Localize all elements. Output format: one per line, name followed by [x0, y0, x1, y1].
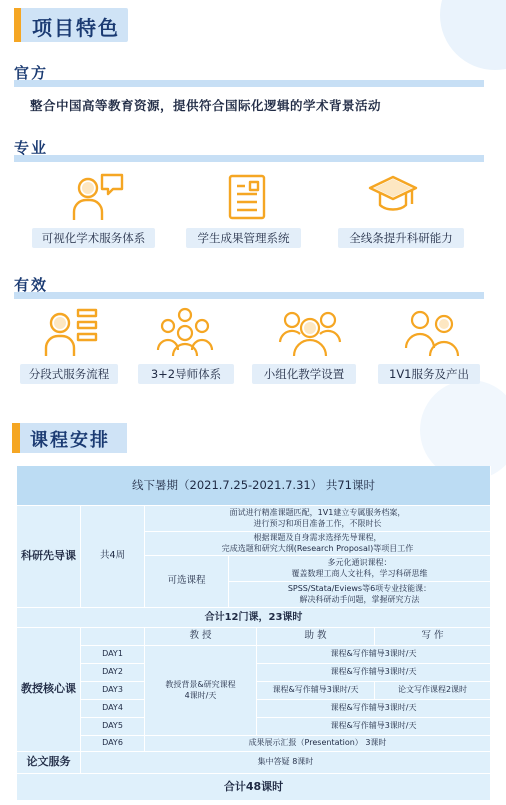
col-header-professor: 教 授: [145, 628, 257, 646]
day-label: DAY3: [81, 682, 145, 700]
section-effective: [14, 272, 484, 298]
section-professional: [14, 135, 484, 161]
thesis-content: 集中答疑 8课时: [81, 752, 491, 774]
decor-circle: [420, 380, 506, 480]
section-underline: [14, 155, 484, 162]
subtotal-row: 合计12门课，23课时: [17, 608, 491, 628]
table-title: 线下暑期（2021.7.25-2021.7.31） 共71课时: [17, 466, 491, 506]
guide-row-1: 面试进行精准课题匹配，1V1建立专属服务档案， 进行预习和项目准备工作，不限时长: [145, 506, 491, 532]
day-label: DAY4: [81, 700, 145, 718]
course-heading: 课程安排: [30, 430, 110, 451]
section-underline: [14, 292, 484, 299]
row-label-core: 教授核心课: [17, 628, 81, 752]
feature-achievement-system: 学生成果管理系统: [186, 228, 301, 248]
feature-mentor-system: 3+2导师体系: [138, 364, 234, 384]
section-official: [14, 60, 484, 86]
row-label-thesis: 论文服务: [17, 752, 81, 774]
guide-row-3: 多元化通识课程： 覆盖数理工商人文社科，学习科研思维: [229, 556, 491, 582]
day-label: DAY6: [81, 736, 145, 752]
section-heading: 官方: [14, 64, 49, 82]
day-label: DAY2: [81, 664, 145, 682]
feature-one-on-one: 1V1服务及产出: [378, 364, 480, 384]
ta-writing-day1: 课程&写作辅导3课时/天: [257, 646, 491, 664]
one-on-one-icon: [404, 308, 460, 358]
official-description: 整合中国高等教育资源，提供符合国际化逻辑的学术背景活动: [30, 98, 382, 113]
ta-writing-day2: 课程&写作辅导3课时/天: [257, 664, 491, 682]
section-heading: 有效: [14, 276, 49, 294]
day6-presentation: 成果展示汇报（Presentation） 3课时: [145, 736, 491, 752]
weeks-label: 共4周: [81, 506, 145, 608]
chat-people-icon: [72, 172, 126, 222]
course-table: [17, 466, 491, 801]
person-flow-icon: [44, 306, 100, 358]
ta-day3: 课程&写作辅导3课时/天: [257, 682, 375, 700]
day-label: DAY5: [81, 718, 145, 736]
total-row: 合计48课时: [17, 774, 491, 801]
day-label: DAY1: [81, 646, 145, 664]
document-list-icon: [228, 172, 272, 222]
page-title: 项目特色: [32, 16, 120, 40]
feature-research-ability: 全线条提升科研能力: [338, 228, 464, 248]
group-icon: [278, 308, 342, 358]
ta-writing-day4: 课程&写作辅导3课时/天: [257, 700, 491, 718]
feature-staged-process: 分段式服务流程: [20, 364, 118, 384]
row-label-research-guide: 科研先导课: [17, 506, 81, 608]
ta-writing-day5: 课程&写作辅导3课时/天: [257, 718, 491, 736]
writing-day3: 论文写作课程2课时: [375, 682, 491, 700]
section-title-features: [14, 8, 128, 42]
accent-bar: [14, 8, 21, 42]
feature-visual-service: 可视化学术服务体系: [32, 228, 155, 248]
header-blank: [81, 628, 145, 646]
section-heading: 专业: [14, 139, 49, 157]
col-header-ta: 助 教: [257, 628, 375, 646]
feature-group-teaching: 小组化教学设置: [252, 364, 356, 384]
graduation-cap-icon: [368, 174, 418, 218]
professor-content: 教授背景&研究课程 4课时/天: [145, 646, 257, 736]
accent-bar: [12, 423, 20, 453]
col-header-writing: 写 作: [375, 628, 491, 646]
section-underline: [14, 80, 484, 87]
optional-courses-label: 可选课程: [145, 556, 229, 608]
guide-row-4: SPSS/Stata/Eviews等6项专业技能课： 解决科研动手问题，掌握研究方法: [229, 582, 491, 608]
team-icon: [156, 306, 214, 358]
section-title-course: [12, 423, 127, 453]
guide-row-2: 根据课题及自身需求选择先导课程， 完成选题和研究大纲(Research Proposal)等项目工作: [145, 532, 491, 556]
